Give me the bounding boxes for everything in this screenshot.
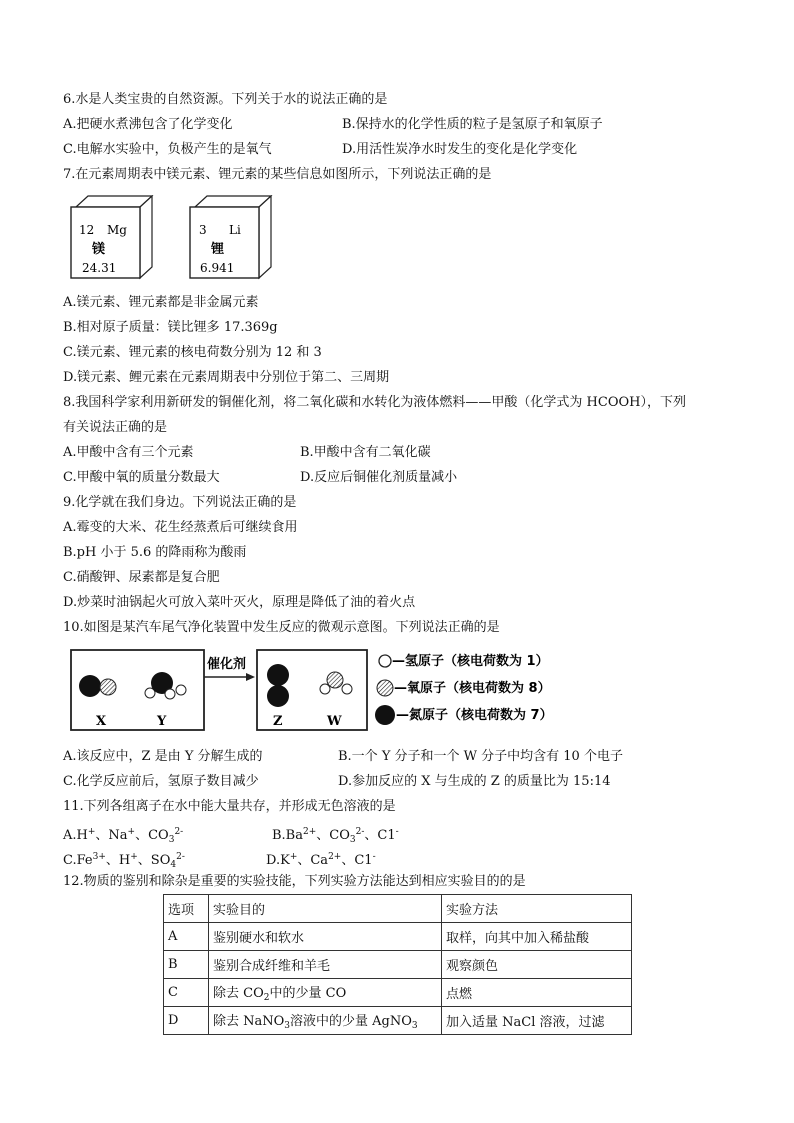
q8-option-a: A.甲酸中含有三个元素	[63, 445, 194, 460]
q6-option-c: C.电解水实验中，负极产生的是氧气	[63, 142, 272, 157]
legend-nitrogen: —氮原子（核电荷数为 7）	[396, 708, 553, 723]
label-y: Y	[157, 714, 167, 729]
z-n-atom-bottom	[267, 685, 289, 707]
q8-stem-line2: 有关说法正确的是	[63, 420, 168, 435]
y-h-atom-bottom	[165, 689, 175, 699]
label-z: Z	[273, 714, 283, 729]
li-atomic-mass: 6.941	[200, 261, 235, 275]
header-goal: 实验目的	[209, 895, 442, 923]
q10-stem: 10.如图是某汽车尾气净化装置中发生反应的微观示意图。下列说法正确的是	[63, 620, 500, 635]
q7-option-c: C.镁元素、锂元素的核电荷数分别为 12 和 3	[63, 345, 322, 360]
q11-option-c: $C.Fe^{3+}$、H+、$SO_4^{2-}$	[63, 852, 185, 870]
q8-option-d: D.反应后铜催化剂质量减小	[300, 470, 458, 485]
legend-oxygen: —氧原子（核电荷数为 8）	[394, 681, 551, 696]
row-goal: 鉴别硬水和软水	[209, 923, 442, 951]
y-h-atom-right	[176, 685, 186, 695]
z-n-atom-top	[267, 664, 289, 686]
label-w: W	[327, 714, 342, 729]
w-h-atom-left	[320, 684, 330, 694]
row-method: 取样，向其中加入稀盐酸	[442, 923, 632, 951]
mg-atomic-mass: 24.31	[82, 261, 117, 275]
reaction-diagram	[66, 644, 566, 740]
q10-option-a: A.该反应中，Z 是由 Y 分解生成的	[63, 749, 263, 764]
arrow-label: 催化剂	[207, 657, 247, 672]
q10-option-d: D.参加反应的 X 与生成的 Z 的质量比为 15:14	[338, 774, 611, 789]
row-option: B	[164, 951, 209, 979]
q11-option-b: $B.Ba^{2+}$、$CO_3^{2-}$、C1-	[272, 827, 399, 845]
li-symbol: Li	[229, 223, 241, 237]
row-option: D	[164, 1007, 209, 1035]
label-x: X	[96, 714, 107, 729]
table-row	[164, 923, 632, 951]
li-name: 锂	[211, 242, 225, 257]
q9-stem: 9.化学就在我们身边。下列说法正确的是	[63, 495, 297, 510]
legend-hydrogen: —氢原子（核电荷数为 1）	[392, 654, 549, 669]
row-method: 点燃	[442, 979, 632, 1007]
q7-stem: 7.在元素周期表中镁元素、锂元素的某些信息如图所示，下列说法正确的是	[63, 167, 492, 182]
row-method: 加入适量 NaCl 溶液，过滤	[442, 1007, 632, 1035]
row-goal: 除去 $CO_2$中的少量 CO	[209, 979, 442, 1007]
row-method: 观察颜色	[442, 951, 632, 979]
table-row	[164, 979, 632, 1007]
q9-option-a: A.霉变的大米、花生经蒸煮后可继续食用	[63, 520, 298, 535]
experiment-table	[163, 894, 632, 1035]
row-option: A	[164, 923, 209, 951]
q10-option-b: B.一个 Y 分子和一个 W 分子中均含有 10 个电子	[338, 749, 623, 764]
mg-atomic-number: 12	[79, 223, 95, 237]
table-header-row	[164, 895, 632, 923]
legend-hydrogen-symbol	[379, 655, 391, 667]
w-h-atom-right	[342, 684, 352, 694]
li-element-tile	[185, 195, 275, 280]
mg-name: 镁	[92, 242, 106, 257]
q8-stem-line1: 8.我国科学家利用新研发的铜催化剂，将二氧化碳和水转化为液体燃料——甲酸（化学式为 HCOOH），下列	[63, 395, 686, 410]
q7-option-a: A.镁元素、锂元素都是非金属元素	[63, 295, 259, 310]
header-method: 实验方法	[442, 895, 632, 923]
legend-nitrogen-symbol	[375, 705, 395, 725]
header-option: 选项	[164, 895, 209, 923]
row-option: C	[164, 979, 209, 1007]
row-goal: 鉴别合成纤维和羊毛	[209, 951, 442, 979]
arrow-head	[246, 673, 255, 681]
q9-option-d: D.炒菜时油锅起火可放入菜叶灭火，原理是降低了油的着火点	[63, 595, 416, 610]
q12-stem: 12.物质的鉴别和除杂是重要的实验技能，下列实验方法能达到相应实验目的的是	[63, 874, 526, 889]
legend-oxygen-symbol	[377, 680, 393, 696]
q9-option-c: C.硝酸钾、尿素都是复合肥	[63, 570, 220, 585]
q8-option-b: B.甲酸中含有二氧化碳	[300, 445, 431, 460]
mg-symbol: Mg	[107, 223, 127, 237]
q11-option-a: A.H+、Na+、$CO_3^{2-}$	[63, 827, 184, 845]
x-o-atom	[100, 679, 116, 695]
q9-option-b: B.pH 小于 5.6 的降雨称为酸雨	[63, 545, 247, 560]
li-atomic-number: 3	[199, 223, 207, 237]
x-n-atom	[79, 675, 101, 697]
table-row	[164, 951, 632, 979]
q6-option-b: B.保持水的化学性质的粒子是氢原子和氧原子	[342, 117, 603, 132]
q11-option-d: D.K+、$Ca^{2+}$、C1-	[266, 852, 376, 868]
q6-option-d: D.用活性炭净水时发生的变化是化学变化	[342, 142, 578, 157]
row-goal: 除去 NaNO$_3$溶液中的少量 AgNO$_3$	[209, 1007, 442, 1035]
q11-stem: 11.下列各组离子在水中能大量共存，并形成无色溶液的是	[63, 799, 396, 814]
q10-option-c: C.化学反应前后，氢原子数目减少	[63, 774, 259, 789]
q6-stem: 6.水是人类宝贵的自然资源。下列关于水的说法正确的是	[63, 92, 388, 107]
q8-option-c: C.甲酸中氧的质量分数最大	[63, 470, 220, 485]
mg-element-tile	[66, 195, 156, 280]
q7-option-d: D.镁元素、鲤元素在元素周期表中分别位于第二、三周期	[63, 370, 390, 385]
table-row	[164, 1007, 632, 1035]
q7-option-b: B.相对原子质量：镁比锂多 17.369g	[63, 320, 278, 335]
w-o-atom	[327, 672, 343, 688]
q6-option-a: A.把硬水煮沸包含了化学变化	[63, 117, 233, 132]
